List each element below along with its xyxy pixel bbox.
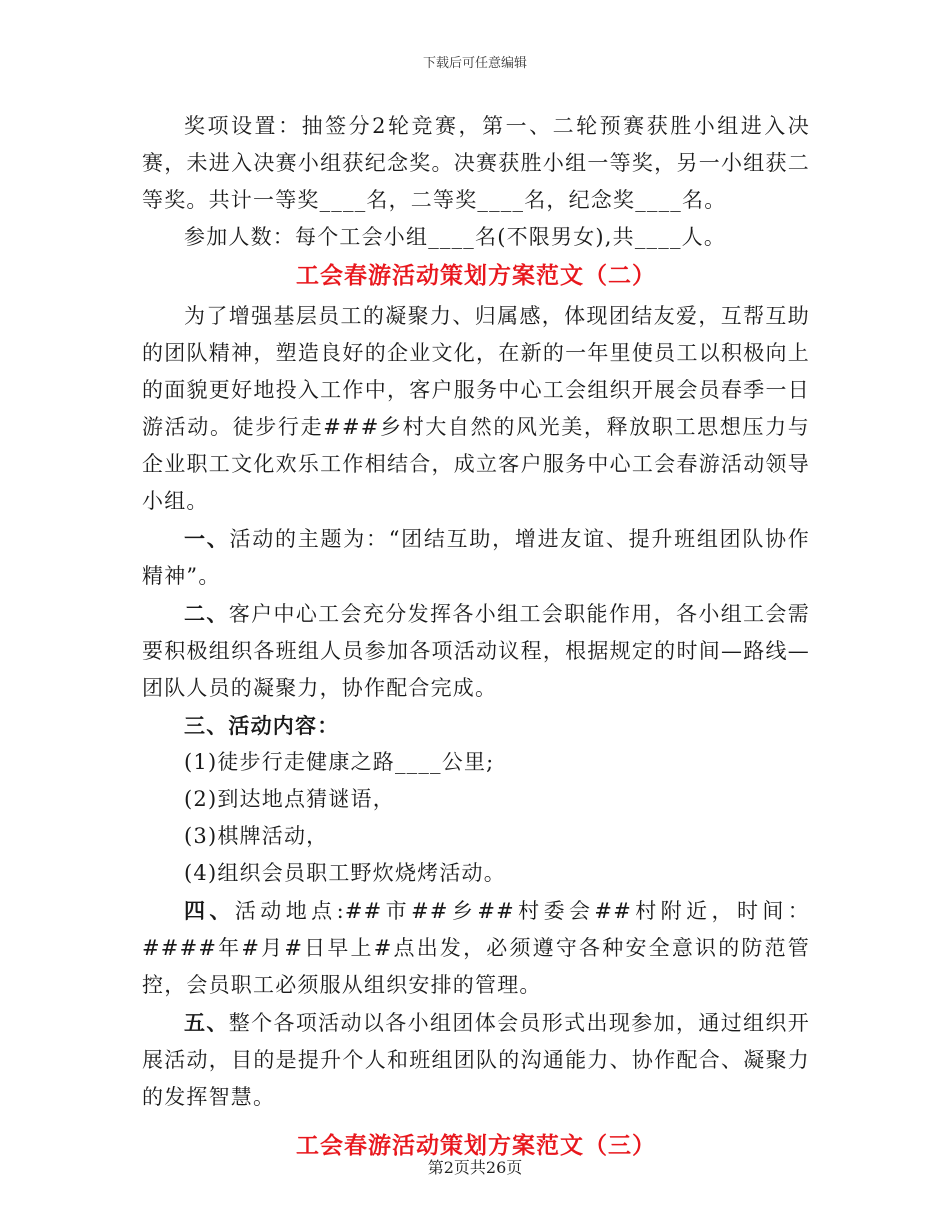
section-5-paragraph — [142, 1004, 810, 1116]
section-2-number: 二、 — [184, 601, 229, 626]
document-body — [142, 108, 810, 1168]
page-footer: 第2页共26页 — [427, 1158, 523, 1177]
page-header: 下载后可任意编辑 — [422, 56, 527, 71]
item-number: (3) — [184, 824, 218, 848]
section-1-paragraph — [142, 520, 810, 595]
section-4-number: 四、 — [184, 898, 235, 923]
activity-item-1 — [142, 744, 810, 781]
item-text: 徒步行走健康之路____公里; — [217, 750, 495, 774]
section-2-text: 客户中心工会充分发挥各小组工会职能作用，各小组工会需要积极组织各班组人员参加各项活动议程，根据规定的时间—路线—团队人员的凝聚力，协作配合完成。 — [142, 602, 810, 700]
section-5-text: 整个各项活动以各小组团体会员形式出现参加，通过组织开展活动，目的是提升个人和班组团队的沟通能力、协作配合、凝聚力的发挥智慧。 — [142, 1011, 810, 1109]
section-heading-3: 工会春游活动策划方案范文（三） — [296, 1132, 656, 1159]
intro-paragraph: 为了增强基层员工的凝聚力、归属感，体现团结友爱，互帮互助的团队精神，塑造良好的企业文化，在新的一年里使员工以积极向上的面貌更好地投入工作中，客户服务中心工会组织开展会员春季一日游活动。徒步行走###乡村大自然的风光美，释放职工思想压力与企业职工文化欢乐工作相结合，成立客户服务中心工会春游活动领导小组。 — [142, 304, 810, 513]
section-4-paragraph — [142, 892, 810, 1004]
activity-item-2 — [142, 781, 810, 818]
section-5-number: 五、 — [184, 1010, 229, 1035]
item-text: 组织会员职工野炊烧烤活动。 — [217, 861, 506, 885]
item-text: 棋牌活动， — [217, 824, 329, 848]
item-number: (4) — [184, 861, 218, 885]
section-heading-2: 工会春游活动策划方案范文（二） — [296, 262, 656, 289]
item-text: 到达地点猜谜语， — [217, 787, 395, 811]
item-number: (2) — [184, 787, 218, 811]
participants-paragraph: 参加人数：每个工会小组____名(不限男女),共____人。 — [184, 225, 727, 249]
section-1-number: 一、 — [184, 526, 230, 551]
section-4-text: 活动地点:##市##乡##村委会##村附近，时间：####年#月#日早上#点出发，必须遵守各种安全意识的防范管控，会员职工必须服从组织安排的管理。 — [142, 899, 810, 997]
item-number: (1) — [184, 750, 218, 774]
section-3-title: 三、活动内容： — [184, 713, 340, 738]
activity-item-4 — [142, 855, 810, 892]
section-1-text: 活动的主题为：“团结互助，增进友谊、提升班组团队协作精神”。 — [142, 527, 811, 588]
section-2-paragraph — [142, 595, 810, 707]
activity-item-3 — [142, 818, 810, 855]
awards-paragraph: 奖项设置：抽签分2轮竞赛，第一、二轮预赛获胜小组进入决赛，未进入决赛小组获纪念奖。决赛获胜小组一等奖，另一小组获二等奖。共计一等奖____名，二等奖____名，纪念奖____名。 — [142, 114, 810, 212]
